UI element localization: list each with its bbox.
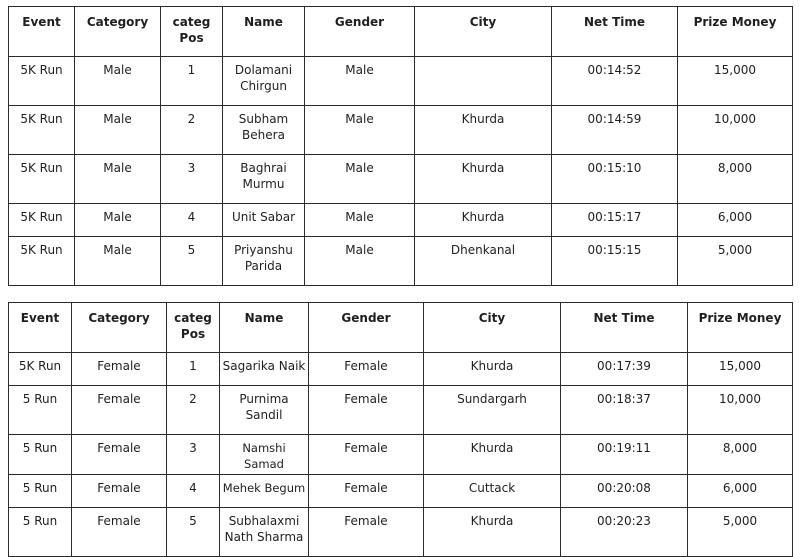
cell-category: Male bbox=[75, 237, 161, 286]
cell-gender: Male bbox=[305, 106, 415, 155]
header-row bbox=[9, 7, 793, 57]
cell-city bbox=[415, 57, 552, 106]
cell-name: Baghrai Murmu bbox=[223, 155, 305, 204]
cell-category: Female bbox=[72, 435, 167, 475]
cell-prize-money: 10,000 bbox=[688, 386, 793, 435]
cell-net-time: 00:19:11 bbox=[561, 435, 688, 475]
cell-categ-pos: 3 bbox=[167, 435, 220, 475]
header-cell-categ-pos bbox=[167, 303, 220, 353]
cell-event: 5K Run bbox=[9, 237, 75, 286]
header-cell-event: Event bbox=[9, 303, 72, 353]
table-row bbox=[9, 435, 793, 475]
header-cell-category: Category bbox=[75, 7, 161, 57]
cell-prize-money: 15,000 bbox=[678, 57, 793, 106]
cell-city: Dhenkanal bbox=[415, 237, 552, 286]
cell-category: Male bbox=[75, 106, 161, 155]
cell-categ-pos: 1 bbox=[167, 353, 220, 386]
cell-prize-money: 5,000 bbox=[688, 508, 793, 557]
cell-net-time: 00:20:08 bbox=[561, 475, 688, 508]
cell-city: Khurda bbox=[424, 508, 561, 557]
cell-name: Unit Sabar bbox=[223, 204, 305, 237]
cell-name: Sagarika Naik bbox=[220, 353, 309, 386]
header-cell-city: City bbox=[415, 7, 552, 57]
cell-name: Purnima Sandil bbox=[220, 386, 309, 435]
header-cell-prize-money: Prize Money bbox=[678, 7, 793, 57]
header-cell-category: Category bbox=[72, 303, 167, 353]
cell-event: 5K Run bbox=[9, 155, 75, 204]
cell-prize-money: 5,000 bbox=[678, 237, 793, 286]
cell-city: Cuttack bbox=[424, 475, 561, 508]
cell-category: Female bbox=[72, 386, 167, 435]
header-cell-categ-pos bbox=[161, 7, 223, 57]
cell-prize-money: 6,000 bbox=[678, 204, 793, 237]
header-cell-net-time: Net Time bbox=[552, 7, 678, 57]
cell-net-time: 00:14:52 bbox=[552, 57, 678, 106]
cell-categ-pos: 5 bbox=[161, 237, 223, 286]
table-row bbox=[9, 57, 793, 106]
cell-city: Sundargarh bbox=[424, 386, 561, 435]
cell-event: 5K Run bbox=[9, 106, 75, 155]
header-cell-gender: Gender bbox=[309, 303, 424, 353]
cell-net-time: 00:20:23 bbox=[561, 508, 688, 557]
cell-categ-pos: 4 bbox=[167, 475, 220, 508]
cell-city: Khurda bbox=[415, 155, 552, 204]
cell-gender: Male bbox=[305, 57, 415, 106]
cell-category: Male bbox=[75, 155, 161, 204]
cell-city: Khurda bbox=[424, 435, 561, 475]
cell-gender: Female bbox=[309, 386, 424, 435]
cell-gender: Male bbox=[305, 155, 415, 204]
cell-gender: Male bbox=[305, 237, 415, 286]
cell-event: 5K Run bbox=[9, 353, 72, 386]
header-categ-pos-line1: categ bbox=[174, 311, 212, 325]
table-row bbox=[9, 237, 793, 286]
header-categ-pos-line2: Pos bbox=[179, 31, 204, 45]
cell-category: Female bbox=[72, 475, 167, 508]
header-row bbox=[9, 303, 793, 353]
cell-gender: Female bbox=[309, 435, 424, 475]
cell-name: Namshi Samad bbox=[220, 435, 309, 475]
cell-prize-money: 8,000 bbox=[678, 155, 793, 204]
cell-net-time: 00:17:39 bbox=[561, 353, 688, 386]
cell-net-time: 00:15:15 bbox=[552, 237, 678, 286]
female-results-table bbox=[8, 302, 793, 557]
table-row bbox=[9, 386, 793, 435]
cell-net-time: 00:15:10 bbox=[552, 155, 678, 204]
table-row bbox=[9, 204, 793, 237]
cell-categ-pos: 4 bbox=[161, 204, 223, 237]
cell-categ-pos: 2 bbox=[161, 106, 223, 155]
cell-net-time: 00:15:17 bbox=[552, 204, 678, 237]
cell-gender: Female bbox=[309, 475, 424, 508]
table-row bbox=[9, 106, 793, 155]
cell-prize-money: 15,000 bbox=[688, 353, 793, 386]
cell-prize-money: 8,000 bbox=[688, 435, 793, 475]
male-results-table bbox=[8, 6, 793, 286]
table-row bbox=[9, 353, 793, 386]
header-cell-city: City bbox=[424, 303, 561, 353]
header-categ-pos-line1: categ bbox=[172, 15, 211, 29]
header-cell-name: Name bbox=[223, 7, 305, 57]
cell-city: Khurda bbox=[415, 204, 552, 237]
cell-name: Mehek Begum bbox=[220, 475, 309, 508]
cell-net-time: 00:14:59 bbox=[552, 106, 678, 155]
cell-net-time: 00:18:37 bbox=[561, 386, 688, 435]
cell-prize-money: 6,000 bbox=[688, 475, 793, 508]
cell-category: Female bbox=[72, 508, 167, 557]
cell-event: 5K Run bbox=[9, 57, 75, 106]
header-cell-prize-money: Prize Money bbox=[688, 303, 793, 353]
cell-category: Male bbox=[75, 204, 161, 237]
cell-event: 5K Run bbox=[9, 204, 75, 237]
cell-categ-pos: 2 bbox=[167, 386, 220, 435]
cell-categ-pos: 3 bbox=[161, 155, 223, 204]
cell-category: Male bbox=[75, 57, 161, 106]
cell-categ-pos: 5 bbox=[167, 508, 220, 557]
header-cell-gender: Gender bbox=[305, 7, 415, 57]
header-cell-event: Event bbox=[9, 7, 75, 57]
cell-categ-pos: 1 bbox=[161, 57, 223, 106]
cell-gender: Male bbox=[305, 204, 415, 237]
cell-name: Subham Behera bbox=[223, 106, 305, 155]
cell-gender: Female bbox=[309, 508, 424, 557]
cell-event: 5 Run bbox=[9, 386, 72, 435]
cell-event: 5 Run bbox=[9, 435, 72, 475]
header-categ-pos-line2: Pos bbox=[180, 327, 206, 341]
table-row bbox=[9, 155, 793, 204]
cell-name: Priyanshu Parida bbox=[223, 237, 305, 286]
cell-category: Female bbox=[72, 353, 167, 386]
cell-city: Khurda bbox=[424, 353, 561, 386]
header-cell-net-time: Net Time bbox=[561, 303, 688, 353]
cell-event: 5 Run bbox=[9, 475, 72, 508]
cell-prize-money: 10,000 bbox=[678, 106, 793, 155]
cell-gender: Female bbox=[309, 353, 424, 386]
table-row bbox=[9, 508, 793, 557]
cell-name: Subhalaxmi Nath Sharma bbox=[220, 508, 309, 557]
cell-name: Dolamani Chirgun bbox=[223, 57, 305, 106]
cell-city: Khurda bbox=[415, 106, 552, 155]
table-row bbox=[9, 475, 793, 508]
header-cell-name: Name bbox=[220, 303, 309, 353]
cell-event: 5 Run bbox=[9, 508, 72, 557]
